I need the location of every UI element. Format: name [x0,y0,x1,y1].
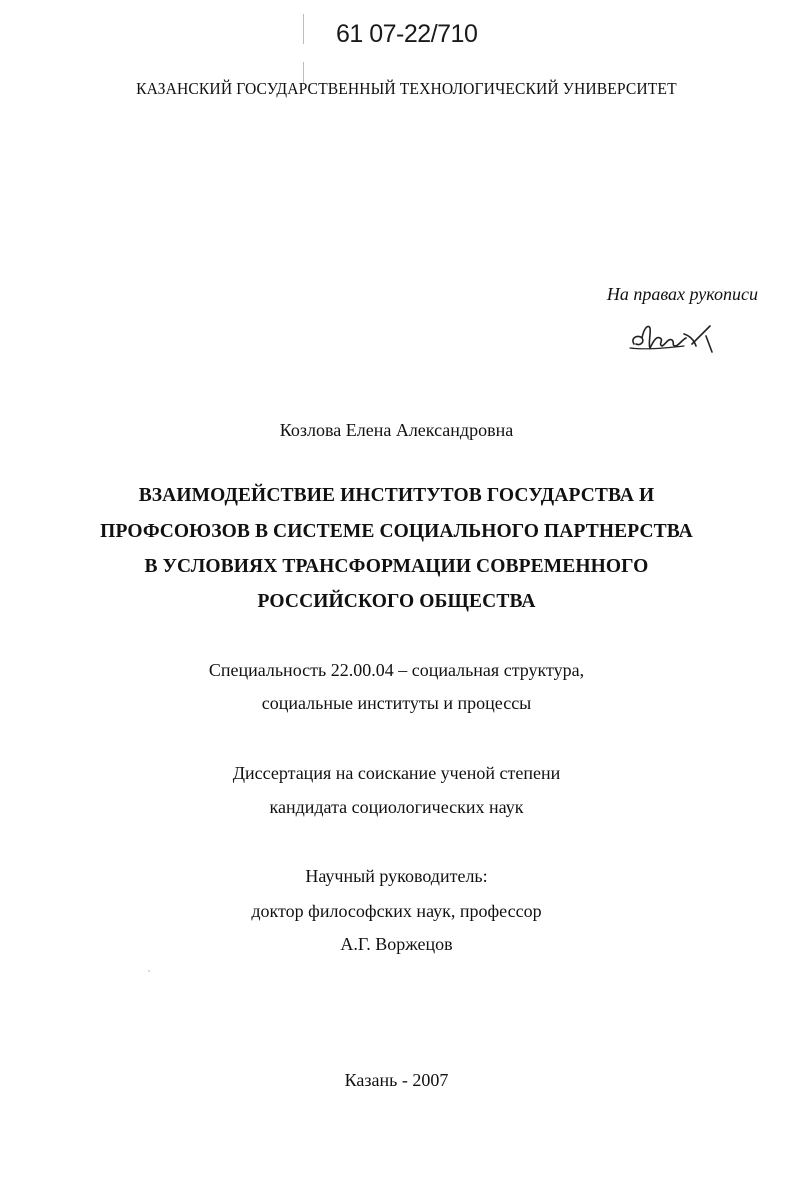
advisor-label: Научный руководитель: [305,866,488,886]
city-year: Казань - 2007 [344,1070,449,1090]
dissertation-title-line: РОССИЙСКОГО ОБЩЕСТВА [257,591,536,612]
catalog-number: 61 07-22/710 [336,20,478,48]
specialty-line: социальные институты и процессы [261,693,532,713]
dissertation-title-line: ВЗАИМОДЕЙСТВИЕ ИНСТИТУТОВ ГОСУДАРСТВА И [138,485,655,506]
author-name: Козлова Елена Александровна [279,420,514,440]
manuscript-rights-note: На правах рукописи [606,284,758,304]
dissertation-title-line: ПРОФСОЮЗОВ В СИСТЕМЕ СОЦИАЛЬНОГО ПАРТНЕРСТВА [100,521,693,542]
advisor-credentials: доктор философских наук, профессор [251,901,542,921]
degree-line: кандидата социологических наук [269,797,524,817]
degree-line: Диссертация на соискание ученой степени [232,763,561,783]
specialty-line: Специальность 22.00.04 – социальная структура, [208,660,585,680]
handwritten-signature [626,314,726,358]
scan-artifact [148,970,150,972]
university-name: КАЗАНСКИЙ ГОСУДАРСТВЕННЫЙ ТЕХНОЛОГИЧЕСКИЙ УНИВЕРСИТЕТ [136,79,677,98]
advisor-name: А.Г. Воржецов [340,934,453,954]
scan-mark-top [303,14,304,44]
dissertation-title-line: В УСЛОВИЯХ ТРАНСФОРМАЦИИ СОВРЕМЕННОГО [144,556,649,577]
